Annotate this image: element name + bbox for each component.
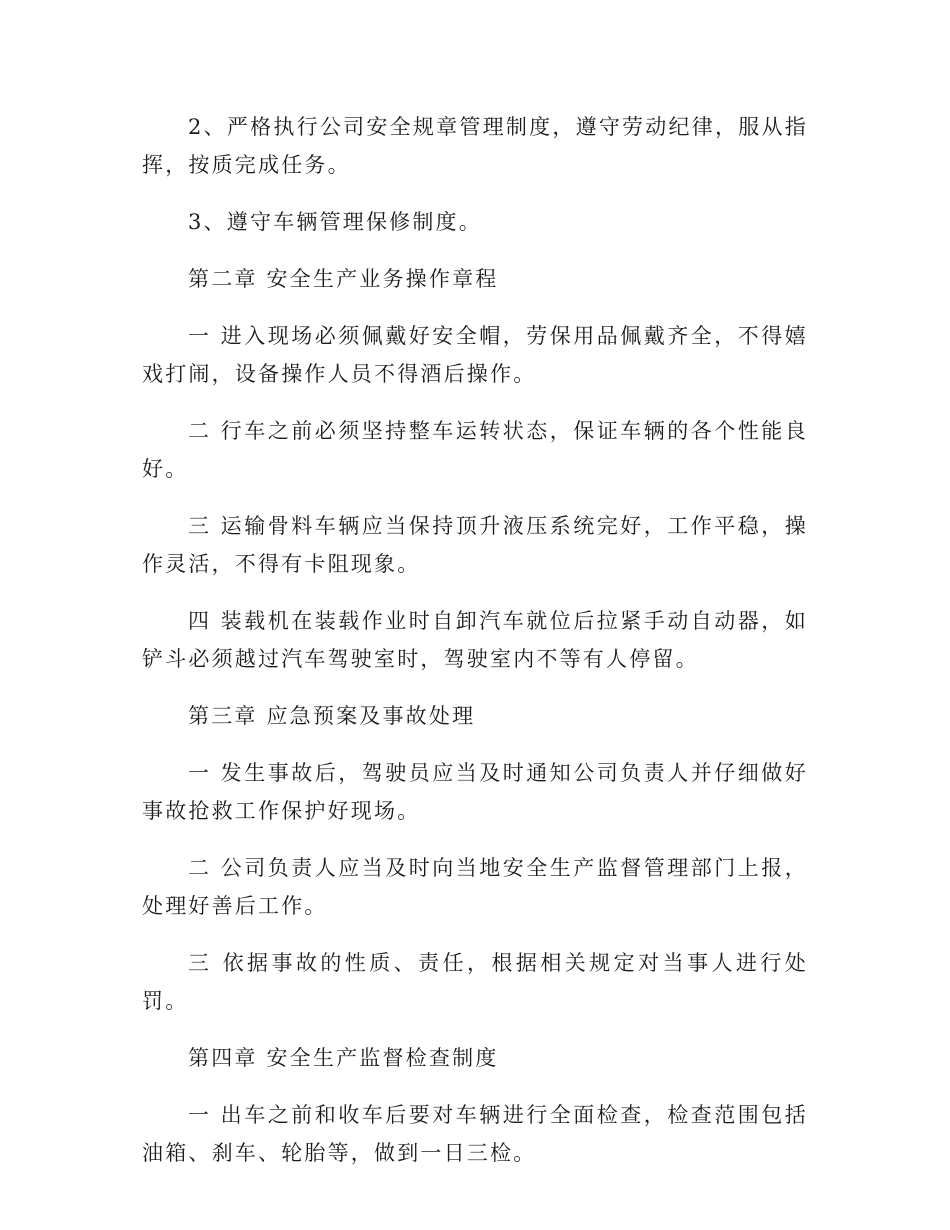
document-page (142, 108, 808, 1191)
chapter-3-heading: 第三章 应急预案及事故处理 (188, 704, 476, 728)
chapter-4-heading: 第四章 安全生产监督检查制度 (188, 1046, 499, 1070)
chapter-4-item-1: 一 出车之前和收车后要对车辆进行全面检查，检查范围包括油箱、刹车、轮胎等，做到一日三检。 (142, 1103, 808, 1165)
paragraph-rule-3: 3、遵守车辆管理保修制度。 (188, 210, 482, 234)
chapter-2-heading: 第二章 安全生产业务操作章程 (188, 267, 499, 291)
paragraph-rule-2: 2、严格执行公司安全规章管理制度，遵守劳动纪律，服从指挥，按质完成任务。 (142, 115, 808, 177)
chapter-2-item-2: 二 行车之前必须坚持整车运转状态，保证车辆的各个性能良好。 (142, 419, 808, 481)
chapter-2-item-4: 四 装载机在装载作业时自卸汽车就位后拉紧手动自动器，如铲斗必须越过汽车驾驶室时，驾驶室内不等有人停留。 (142, 609, 808, 671)
chapter-3-item-3: 三 依据事故的性质、责任，根据相关规定对当事人进行处罚。 (142, 951, 808, 1013)
chapter-3-item-1: 一 发生事故后，驾驶员应当及时通知公司负责人并仔细做好事故抢救工作保护好现场。 (142, 761, 808, 823)
chapter-3-item-2: 二 公司负责人应当及时向当地安全生产监督管理部门上报，处理好善后工作。 (142, 856, 808, 918)
chapter-2-item-1: 一 进入现场必须佩戴好安全帽，劳保用品佩戴齐全，不得嬉戏打闹，设备操作人员不得酒后操作。 (142, 324, 808, 386)
chapter-2-item-3: 三 运输骨料车辆应当保持顶升液压系统完好，工作平稳，操作灵活，不得有卡阻现象。 (142, 514, 808, 576)
